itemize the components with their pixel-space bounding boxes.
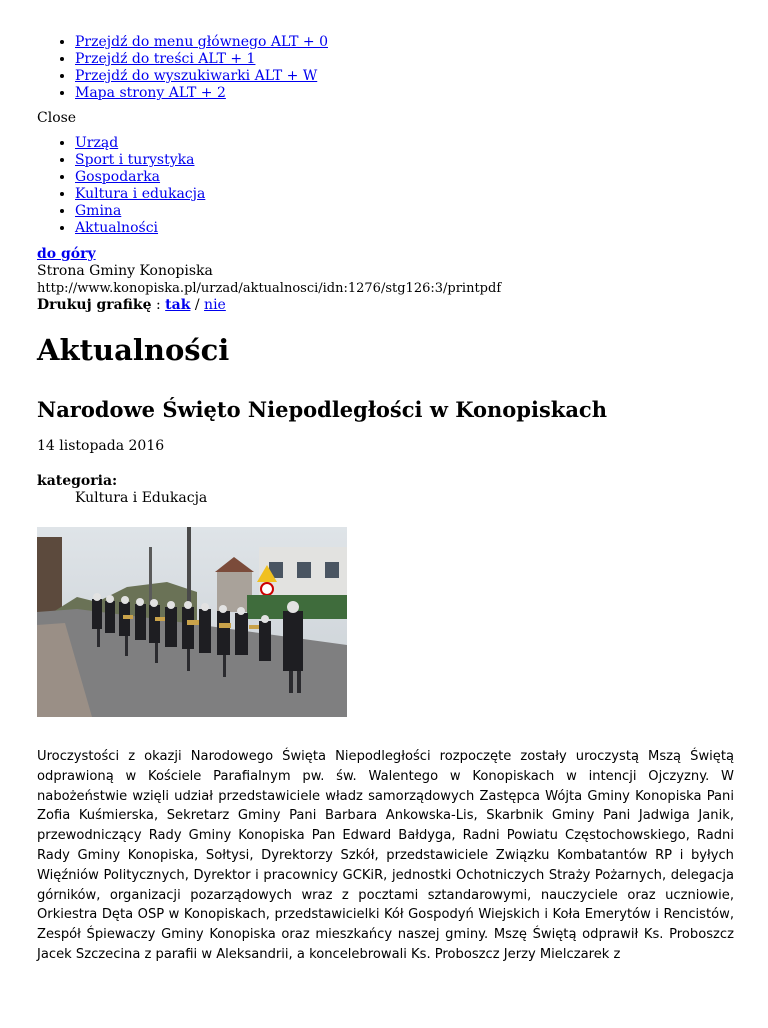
article-body: Uroczystości z okazji Narodowego Święta Niepodległości rozpoczęte zostały uroczystą Mszą Świętą odprawioną w Kościele Parafialnym pw. św. Walentego w Konopiskach w intencji Ojczyzny. W nabożeństwie wzięli udział przedstawiciele władz samorządowych Zastępca Wójta Gminy Konopiska Pani Zofia Kuśmierska, Sekretarz Gminy Pani Barbara Ankowska-Lis, Skarbnik Gminy Pani Jadwiga Janik, przewodniczący Rady Gminy Konopiska Pan Edward Bałdyga, Radni Powiatu Częstochowskiego, Radni Rady Gminy Konopiska, Sołtysi, Dyrektorzy Szkół, przedstawiciele Związku Kombatantów RP i byłych Więźniów Politycznych, Dyrektor i pracownicy GCKiR, jednostki Ochotniczych Straży Pożarnych, delegacja górników, organizacji pozarządowych wraz z pocztami sztandarowymi, nauczyciele oraz uczniowie, Orkiestra Dęta OSP w Konopiskach, przedstawicielki Kół Gospodyń Wiejskich i Koła Emerytów i Rencistów, Zespół Śpiewaczy Gminy Konopiska oraz mieszkańcy naszej gminy. Mszę Świętą odprawił Ks. Proboszcz Jacek Szczecina z parafii w Aleksandrii, a koncelebrowali Ks. Proboszcz Jerzy Mielczarek z <box>37 749 734 962</box>
article-date: 14 listopada 2016 <box>37 438 165 454</box>
print-yes-link[interactable]: tak <box>165 297 191 313</box>
menu-item <box>75 220 737 237</box>
menu-link-sport[interactable]: Sport i turystyka <box>75 152 195 168</box>
print-graphics-row <box>37 297 737 314</box>
page <box>0 34 737 965</box>
category-value: Kultura i Edukacja <box>75 490 208 506</box>
site-name: Strona Gminy Konopiska <box>37 263 213 279</box>
menu-item <box>75 169 737 186</box>
back-to-top <box>37 246 737 263</box>
main-menu <box>37 135 737 237</box>
menu-item <box>75 152 737 169</box>
skip-links <box>37 34 737 102</box>
menu-item <box>75 203 737 220</box>
print-graphics-label: Drukuj grafikę <box>37 297 152 313</box>
menu-link-urzad[interactable]: Urząd <box>75 135 119 151</box>
back-to-top-link[interactable]: do góry <box>37 246 96 262</box>
menu-link-kultura[interactable]: Kultura i edukacja <box>75 186 206 202</box>
article-category <box>37 473 737 507</box>
menu-link-aktualnosci[interactable]: Aktualności <box>75 220 159 236</box>
skip-link-item <box>75 51 737 68</box>
page-url: http://www.konopiska.pl/urzad/aktualnosci/idn:1276/stg126:3/printpdf <box>37 281 502 296</box>
print-slash: / <box>190 297 205 313</box>
sitemap-link[interactable]: Mapa strony ALT + 2 <box>75 85 226 101</box>
category-label: kategoria: <box>37 473 118 489</box>
section-title: Aktualności <box>37 333 230 367</box>
menu-item <box>75 135 737 152</box>
skip-to-search-link[interactable]: Przejdź do wyszukiwarki ALT + W <box>75 68 318 84</box>
skip-to-content-link[interactable]: Przejdź do treści ALT + 1 <box>75 51 256 67</box>
skip-link-item <box>75 85 737 102</box>
skip-link-item <box>75 68 737 85</box>
menu-item <box>75 186 737 203</box>
menu-link-gospodarka[interactable]: Gospodarka <box>75 169 161 185</box>
article-photo <box>37 527 347 717</box>
close-button[interactable]: Close <box>37 110 77 126</box>
menu-link-gmina[interactable]: Gmina <box>75 203 122 219</box>
print-separator: : <box>151 297 166 313</box>
print-no-link[interactable]: nie <box>204 297 226 313</box>
skip-link-item <box>75 34 737 51</box>
skip-to-menu-link[interactable]: Przejdź do menu głównego ALT + 0 <box>75 34 328 50</box>
article-title: Narodowe Święto Niepodległości w Konopiskach <box>37 397 607 422</box>
